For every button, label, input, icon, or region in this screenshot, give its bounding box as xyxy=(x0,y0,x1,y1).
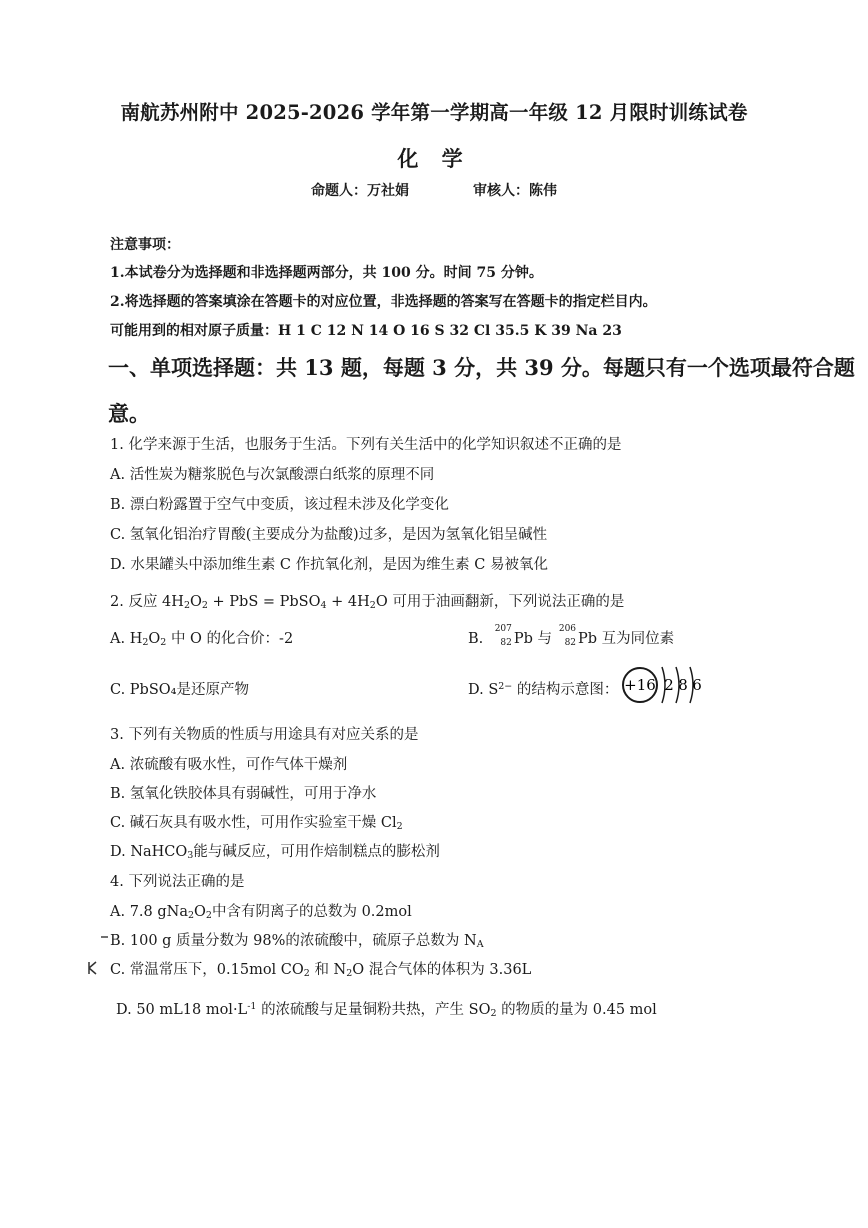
nucleus-charge: +16 xyxy=(624,676,656,694)
q1-option-c: C. 氢氧化铝治疗胃酸(主要成分为盐酸)过多，是因为氢氧化铝呈碱性 xyxy=(110,527,548,543)
shell-electrons-3: 6 xyxy=(692,676,702,694)
q3-option-c: C. 碱石灰具有吸水性，可用作实验室干燥 $Cl_2$ xyxy=(110,815,403,832)
q1-option-a: A. 活性炭为糖浆脱色与次氯酸漂白纸浆的原理不同 xyxy=(110,467,435,483)
reviewer: 审核人：陈伟 xyxy=(473,183,557,199)
q4-option-a: A. 7.8 $gNa_2O_2$中含有阴离子的总数为 0.2mol xyxy=(110,904,412,921)
subject-title: 化 学 xyxy=(397,146,471,171)
q2-option-b: B. 207 82 Pb 与 206 82 Pb 互为同位素 xyxy=(468,624,675,648)
handwritten-check-mark xyxy=(86,958,110,978)
notes-heading: 注意事项： xyxy=(110,237,180,253)
shell-electrons-1: 2 xyxy=(664,676,674,694)
author: 命题人：万社娟 xyxy=(311,183,409,199)
q4-option-c: C. 常温常压下，0.15mol $CO_2$ 和 $N_2O$ 混合气体的体积为 3.36L xyxy=(110,962,532,979)
section-heading: 一、单项选择题：共 13 题，每题 3 分，共 39 分。每题只有一个选项最符合题 xyxy=(108,355,855,380)
atomic-structure-diagram xyxy=(618,655,718,715)
q4-option-b: B. 100 g 质量分数为 98%的浓硫酸中，硫原子总数为 $N_A$ xyxy=(110,933,484,950)
section-heading-cont: 意。 xyxy=(108,401,150,426)
q2-option-c: C. PbSO₄是还原产物 xyxy=(110,682,249,698)
q4-option-d: D. 50 mL18 $mol\cdot L^{-1}$ 的浓硫酸与足量铜粉共热，产生 $SO_2$ 的物质的量为 0.45 mol xyxy=(116,1001,657,1019)
q2-stem: 2. 反应 $4H_2O_2$ + PbS = PbSO$_4$ + $4H_2O$ 可用于油画翻新，下列说法正确的是 xyxy=(110,594,625,611)
q3-stem: 3. 下列有关物质的性质与用途具有对应关系的是 xyxy=(110,727,419,743)
q1-option-b: B. 漂白粉露置于空气中变质，该过程未涉及化学变化 xyxy=(110,497,449,513)
notes-item-2: 2.将选择题的答案填涂在答题卡的对应位置，非选择题的答案写在答题卡的指定栏目内。 xyxy=(110,294,657,310)
isotope-207: 207 82 xyxy=(494,624,512,648)
notes-item-1: 1.本试卷分为选择题和非选择题两部分，共 100 分。时间 75 分钟。 xyxy=(110,265,543,281)
q3-option-b: B. 氢氧化铁胶体具有弱碱性，可用于净水 xyxy=(110,786,377,802)
isotope-206: 206 82 xyxy=(558,624,577,648)
author-line xyxy=(0,180,868,200)
q3-option-d: D. NaHCO$_3$能与碱反应，可用作焙制糕点的膨松剂 xyxy=(110,844,440,861)
q4-stem: 4. 下列说法正确的是 xyxy=(110,874,245,890)
q1-stem: 1. 化学来源于生活，也服务于生活。下列有关生活中的化学知识叙述不正确的是 xyxy=(110,437,622,453)
q2-option-a: A. $H_2O_2$ 中 O 的化合价：-2 xyxy=(110,631,294,648)
exam-title: 南航苏州附中 2025-2026 学年第一学期高一年级 12 月限时训练试卷 xyxy=(120,101,748,124)
q1-option-d: D. 水果罐头中添加维生素 C 作抗氧化剂，是因为维生素 C 易被氧化 xyxy=(110,557,548,573)
q3-option-a: A. 浓硫酸有吸水性，可作气体干燥剂 xyxy=(110,757,348,773)
shell-electrons-2: 8 xyxy=(678,676,688,694)
handwritten-dash-mark xyxy=(100,934,110,940)
q2-option-d: D. $S^{2-}$ 的结构示意图： xyxy=(468,681,619,698)
atomic-masses: 可能用到的相对原子质量：H 1 C 12 N 14 O 16 S 32 Cl 35.5 K 39 Na 23 xyxy=(110,323,622,339)
